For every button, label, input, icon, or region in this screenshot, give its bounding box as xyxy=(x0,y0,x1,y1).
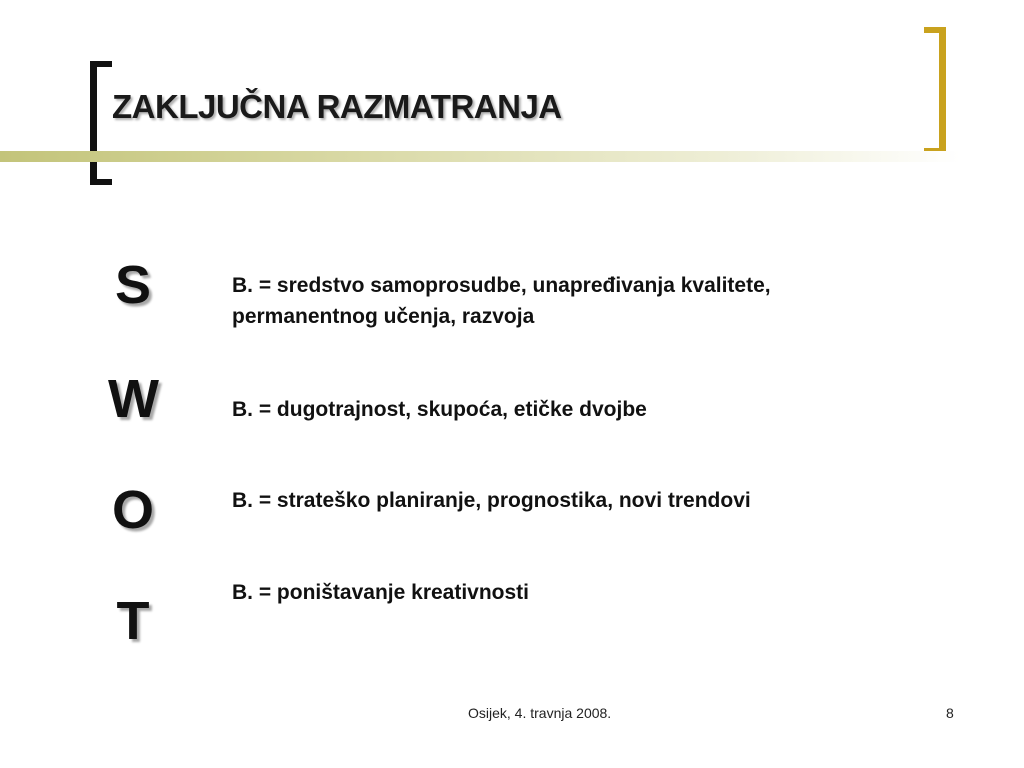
footer-location-date: Osijek, 4. travnja 2008. xyxy=(468,705,612,721)
swot-letter-s: S xyxy=(114,255,152,315)
swot-threats-text xyxy=(232,577,912,608)
left-bracket-decoration xyxy=(90,61,112,185)
swot-threats-line-1: B. = poništavanje kreativnosti xyxy=(232,581,530,604)
swot-letter-t: T xyxy=(116,591,150,651)
right-bracket-decoration xyxy=(924,27,946,154)
swot-strengths-text xyxy=(232,270,912,332)
swot-letter-o: O xyxy=(111,480,154,540)
title-underline-bar xyxy=(0,151,960,162)
swot-letter-w: W xyxy=(108,369,159,429)
footer-page-number: 8 xyxy=(946,705,954,721)
swot-opportunities-line-1: B. = strateško planiranje, prognostika, novi trendovi xyxy=(232,489,751,512)
swot-opportunities-text xyxy=(232,485,912,516)
swot-strengths-line-2: permanentnog učenja, razvoja xyxy=(232,305,535,328)
slide-title: ZAKLJUČNA RAZMATRANJA xyxy=(112,88,562,125)
swot-weaknesses-line-1: B. = dugotrajnost, skupoća, etičke dvojbe xyxy=(232,398,647,421)
swot-weaknesses-text xyxy=(232,394,912,425)
swot-strengths-line-1: B. = sredstvo samoprosudbe, unapređivanja kvalitete, xyxy=(232,274,771,297)
